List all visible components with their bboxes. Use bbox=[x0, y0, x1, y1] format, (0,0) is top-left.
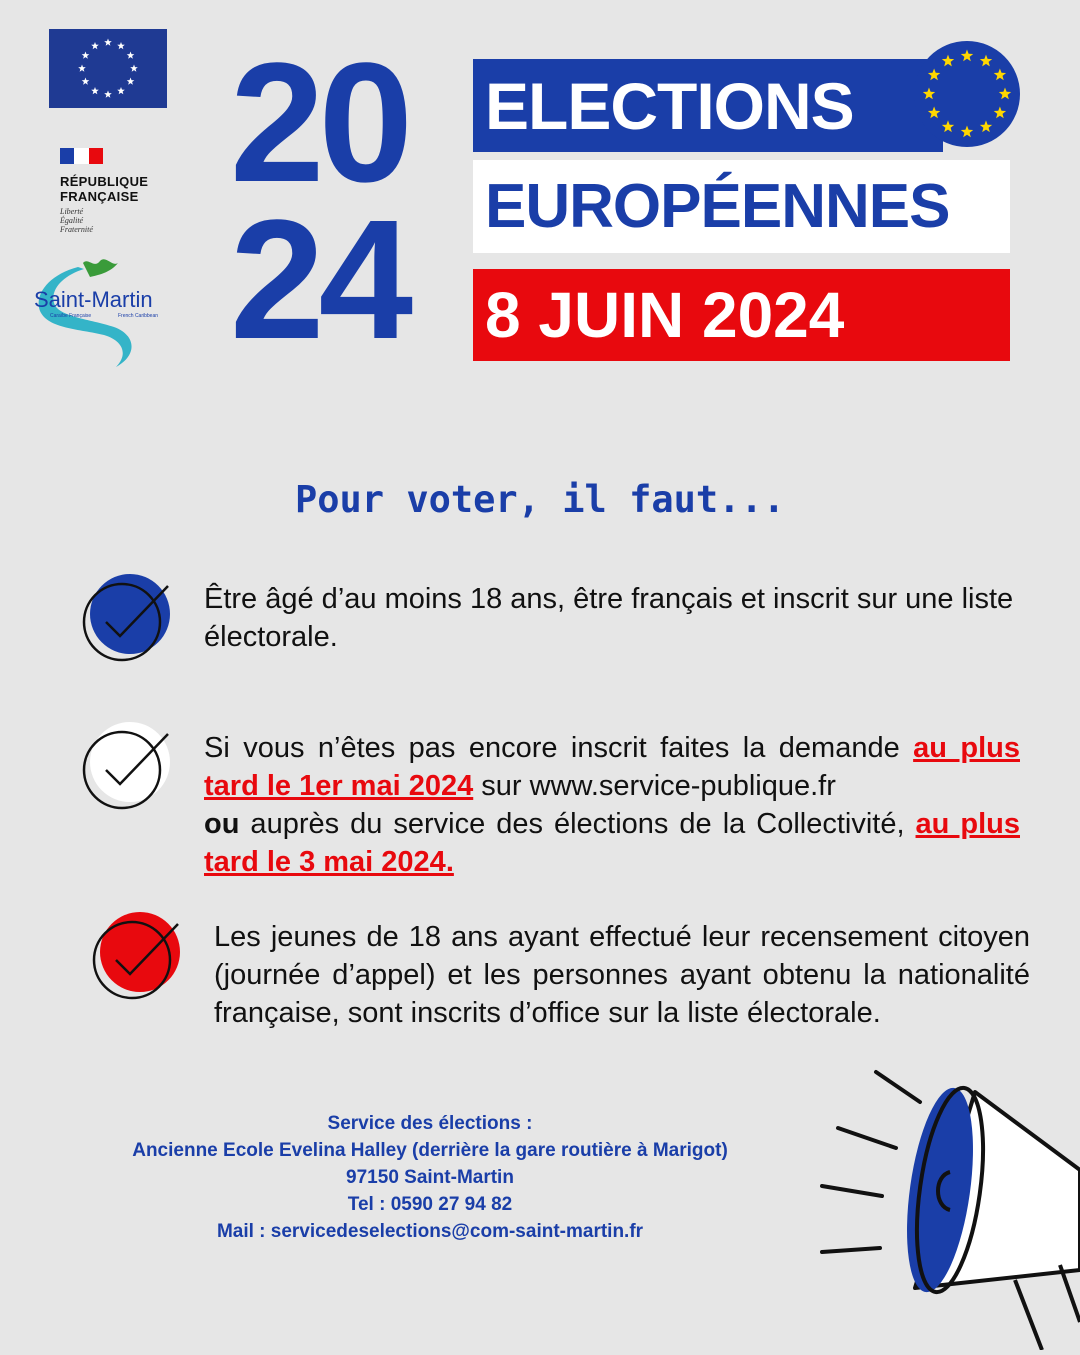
deadline-online: au plus tard le 1er mai 2024 bbox=[204, 732, 1020, 802]
star-icon bbox=[961, 126, 973, 138]
french-flag-icon bbox=[60, 148, 103, 164]
contact-city: 97150 Saint-Martin bbox=[346, 1167, 514, 1188]
condition-registration: Si vous n’êtes pas encore inscrit faites la demande au plus tard le 1er mai 2024 sur www.service-publique.fr ou auprès du service des élections de la Collectivité, au plus tard le 3 mai 2024. bbox=[204, 732, 1020, 878]
saint-martin-logo bbox=[28, 255, 198, 370]
star-icon bbox=[999, 88, 1011, 100]
star-icon bbox=[928, 69, 940, 81]
star-icon bbox=[117, 87, 125, 94]
star-icon bbox=[923, 88, 935, 100]
contact-title: Service des élections : bbox=[327, 1113, 533, 1134]
star-icon bbox=[117, 42, 125, 49]
banner-europeennes: EUROPÉENNES bbox=[473, 160, 1010, 253]
star-icon bbox=[942, 55, 954, 67]
contact-phone[interactable]: Tel : 0590 27 94 82 bbox=[347, 1194, 513, 1215]
republique-name: RÉPUBLIQUE FRANÇAISE bbox=[60, 174, 149, 204]
star-icon bbox=[104, 91, 112, 98]
megaphone-icon bbox=[810, 1060, 1080, 1350]
contact-email[interactable]: Mail : servicedeselections@com-saint-martin.fr bbox=[216, 1221, 644, 1242]
banner-date: 8 JUIN 2024 bbox=[473, 269, 1010, 361]
year-bottom: 24 bbox=[230, 185, 408, 375]
saint-martin-sub-right: French Caribbean bbox=[118, 313, 159, 319]
star-icon bbox=[91, 87, 99, 94]
saint-martin-name: Saint-Martin bbox=[34, 287, 153, 312]
star-icon bbox=[130, 65, 138, 72]
year-top: 20 bbox=[230, 28, 408, 218]
check-icon bbox=[78, 718, 178, 818]
star-icon bbox=[91, 42, 99, 49]
star-icon bbox=[980, 120, 992, 132]
condition-automatic: Les jeunes de 18 ans ayant effectué leur recensement citoyen (journée d’appel) et les personnes ayant obtenu la nationalité française, sont inscrits d’office sur la liste électorale. bbox=[214, 921, 1030, 1029]
condition-age: Être âgé d’au moins 18 ans, être français et inscrit sur une liste électorale. bbox=[204, 583, 1014, 653]
eu-stars-icon bbox=[914, 41, 1020, 147]
republique-motto: Liberté Égalité Fraternité bbox=[60, 207, 93, 234]
star-icon bbox=[980, 55, 992, 67]
check-icon bbox=[78, 570, 178, 670]
star-icon bbox=[127, 78, 135, 85]
star-icon bbox=[942, 120, 954, 132]
star-icon bbox=[104, 39, 112, 46]
republique-francaise-logo bbox=[60, 148, 190, 234]
star-icon bbox=[82, 52, 90, 59]
check-icon bbox=[88, 908, 188, 1008]
star-icon bbox=[961, 50, 973, 62]
star-icon bbox=[78, 65, 86, 72]
star-icon bbox=[82, 78, 90, 85]
star-icon bbox=[994, 69, 1006, 81]
saint-martin-sub-left: Caraïbe Française bbox=[50, 313, 92, 319]
banner-elections: ELECTIONS bbox=[473, 59, 943, 152]
eu-flag-icon bbox=[49, 29, 167, 108]
contact-address: Ancienne Ecole Evelina Halley (derrière la gare routière à Marigot) bbox=[132, 1140, 728, 1161]
intro-heading: Pour voter, il faut... bbox=[294, 478, 786, 521]
star-icon bbox=[928, 107, 940, 119]
contact-block bbox=[90, 1110, 770, 1245]
deadline-office: au plus tard le 3 mai 2024. bbox=[204, 808, 1020, 878]
star-icon bbox=[127, 52, 135, 59]
star-icon bbox=[994, 107, 1006, 119]
